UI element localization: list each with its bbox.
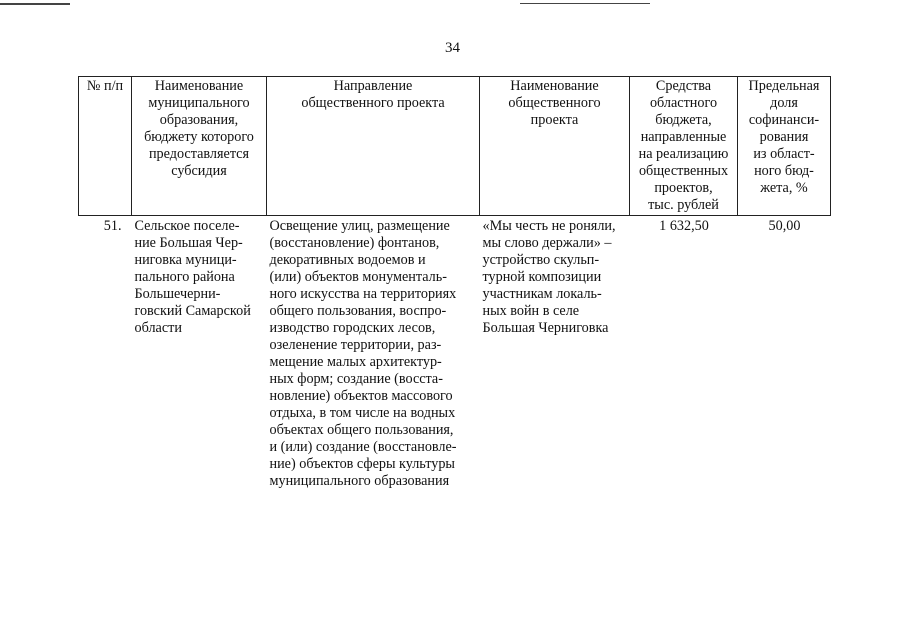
header-funds: Средства областного бюджета, направленные на реализацию общественных проектов, тыс. рублей — [630, 77, 738, 216]
scan-edge-line — [520, 3, 650, 4]
table-row — [79, 216, 831, 491]
subsidy-table — [78, 76, 831, 490]
scan-edge-line — [0, 3, 70, 5]
row-project: «Мы честь не роняли, мы слово держали» – устройство скульп- турной композиции участникам локаль- ных войн в селе Большая Черниговка — [482, 218, 616, 336]
table-header-row — [79, 77, 831, 216]
row-share: 50,00 — [768, 218, 801, 234]
row-number: 51. — [103, 218, 122, 234]
row-municipality: Сельское поселе- ние Большая Чер- ниговка муници- пального района Большечерни- говский Самарской области — [134, 218, 251, 336]
header-number: № п/п — [79, 77, 132, 216]
header-share: Предельная доля софинанси- рования из област- ного бюд- жета, % — [738, 77, 831, 216]
page-number: 34 — [445, 40, 460, 56]
header-project: Наименование общественного проекта — [480, 77, 630, 216]
row-direction: Освещение улиц, размещение (восстановление) фонтанов, декоративных водоемов и (или) объектов монументаль- ного искусства на территориях общего пользования, воспро- изводство городских лесов, озеленение территории, раз- мещение малых архитектур- ных форм; создание (восста- новление) объектов массового отдыха, в том числе на водных объектах общего пользования, и (или) создание (восстановле- ние) объектов сферы культуры муниципального образования — [269, 218, 457, 489]
row-funds: 1 632,50 — [659, 218, 709, 234]
header-direction: Направление общественного проекта — [267, 77, 480, 216]
header-municipality: Наименование муниципального образования, бюджету которого предоставляется субсидия — [132, 77, 267, 216]
